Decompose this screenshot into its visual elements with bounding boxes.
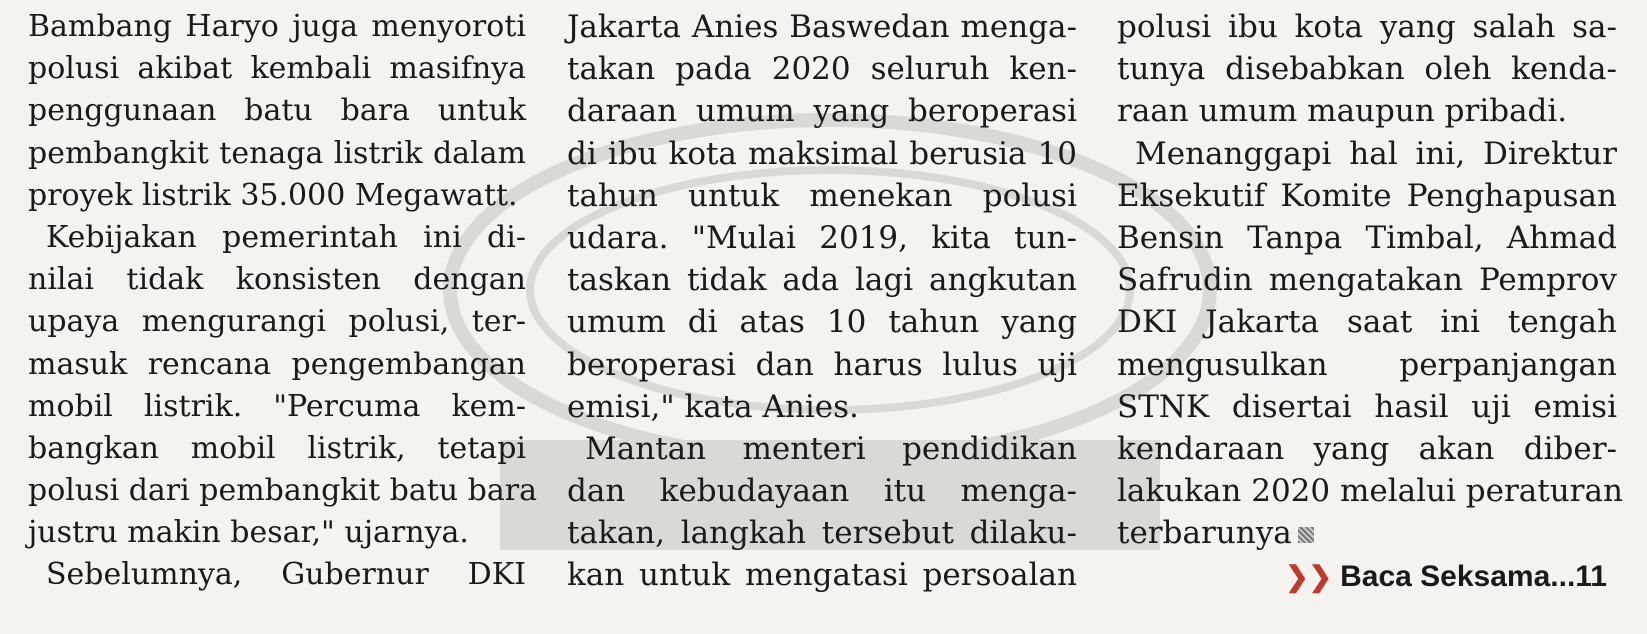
- text-line: beroperasi dan harus lulus uji: [567, 346, 1077, 383]
- text-line: mengusulkan perpanjangan: [1117, 346, 1617, 383]
- text-line: kendaraan yang akan diber-: [1117, 430, 1617, 467]
- article-column-3: [1117, 6, 1623, 554]
- text-line: pembangkit tenaga listrik dalam: [28, 135, 526, 171]
- text-line: penggunaan batu bara untuk: [28, 93, 526, 129]
- text-line: Bambang Haryo juga menyoroti: [28, 9, 526, 44]
- text-line: Bensin Tanpa Timbal, Ahmad: [1117, 219, 1617, 256]
- text-line: udara. "Mulai 2019, kita tun-: [567, 219, 1077, 256]
- text-line: tahun untuk menekan polusi: [567, 177, 1077, 214]
- continuation-link[interactable]: [1285, 560, 1607, 594]
- text-line: tunya disebabkan oleh kenda-: [1117, 51, 1617, 88]
- text-line: takan, langkah tersebut dilaku-: [567, 515, 1077, 552]
- text-line: mobil listrik. "Percuma kem-: [28, 388, 526, 424]
- text-line: Safrudin mengatakan Pemprov: [1117, 262, 1617, 299]
- text-line: umum di atas 10 tahun yang: [567, 304, 1077, 341]
- continuation-label: Baca Seksama...11: [1340, 560, 1607, 593]
- text-line: daraan umum yang beroperasi: [567, 93, 1077, 130]
- text-line-content: terbarunya: [1117, 515, 1292, 552]
- text-line: raan umum maupun pribadi.: [1117, 93, 1568, 130]
- text-line: di ibu kota maksimal berusia 10: [567, 135, 1077, 172]
- text-line: Eksekutif Komite Penghapusan: [1117, 177, 1617, 214]
- text-line: proyek listrik 35.000 Megawatt.: [28, 177, 518, 213]
- text-line: polusi ibu kota yang salah sa-: [1117, 9, 1617, 45]
- text-line: upaya mengurangi polusi, ter-: [28, 304, 526, 340]
- text-line: STNK disertai hasil uji emisi: [1117, 388, 1617, 425]
- text-line: takan pada 2020 seluruh ken-: [567, 51, 1077, 88]
- text-line: emisi," kata Anies.: [567, 388, 859, 425]
- text-line: masuk rencana pengembangan: [28, 346, 526, 382]
- text-line: DKI Jakarta saat ini tengah: [1117, 304, 1617, 341]
- text-line: Mantan menteri pendidikan: [585, 430, 1077, 467]
- text-line: nilai tidak konsisten dengan: [28, 262, 526, 298]
- text-line: polusi dari pembangkit batu bara: [28, 473, 537, 509]
- text-line: taskan tidak ada lagi angkutan: [567, 262, 1077, 299]
- text-line: kan untuk mengatasi persoalan: [567, 557, 1077, 594]
- text-line: justru makin besar," ujarnya.: [28, 515, 469, 551]
- article-column-2: [567, 6, 1077, 597]
- text-line: lakukan 2020 melalui peraturan: [1117, 473, 1623, 510]
- text-line: Jakarta Anies Baswedan menga-: [567, 9, 1077, 45]
- text-line: polusi akibat kembali masifnya: [28, 51, 526, 87]
- text-line: Menanggapi hal ini, Direktur: [1135, 135, 1617, 172]
- article-column-1: [28, 6, 537, 597]
- double-chevron-icon: ❯❯: [1285, 561, 1333, 592]
- text-line: Kebijakan pemerintah ini di-: [46, 219, 526, 255]
- article-end-mark-icon: [1298, 527, 1314, 543]
- text-line: [1117, 512, 1617, 554]
- text-line: dan kebudayaan itu menga-: [567, 473, 1077, 510]
- text-line: bangkan mobil listrik, tetapi: [28, 430, 526, 466]
- text-line: Sebelumnya, Gubernur DKI: [46, 557, 526, 593]
